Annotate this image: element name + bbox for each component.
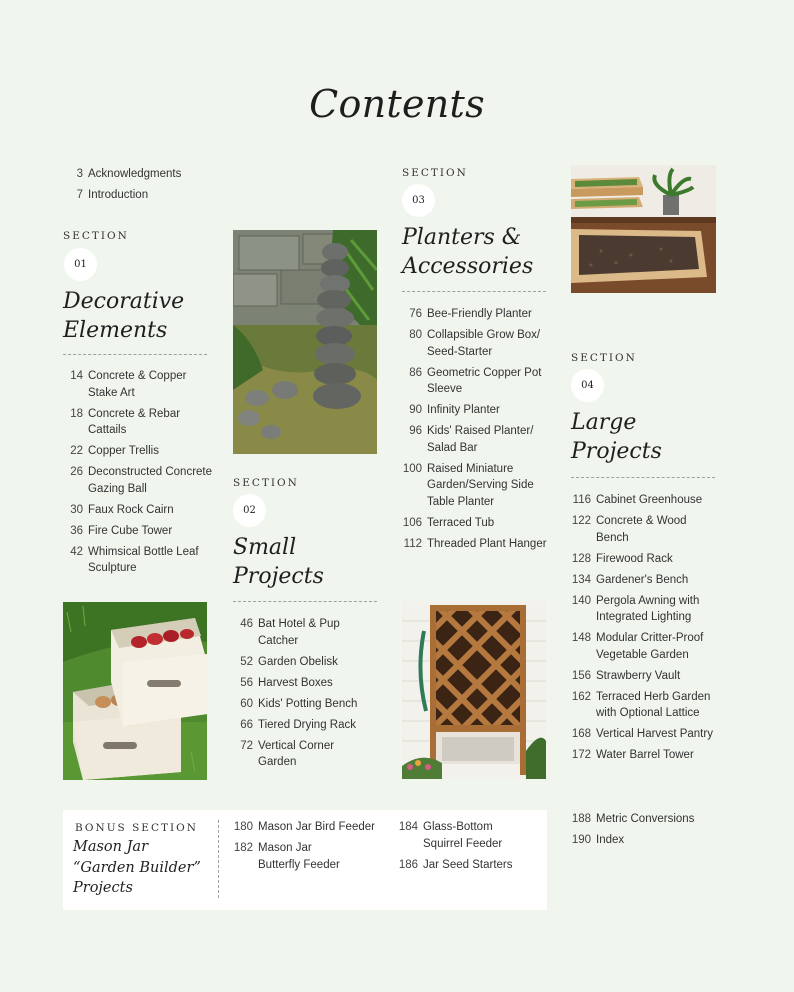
photo-drying-rack bbox=[571, 165, 716, 293]
page-number: 112 bbox=[403, 537, 422, 550]
section-03-divider bbox=[402, 291, 546, 292]
toc-entry[interactable] bbox=[63, 166, 213, 183]
toc-entry[interactable] bbox=[567, 551, 719, 568]
section-01-number-badge: 01 bbox=[64, 248, 97, 281]
section-01-label: SECTION bbox=[63, 230, 129, 242]
toc-entry[interactable] bbox=[233, 675, 383, 692]
page-number: 168 bbox=[571, 728, 591, 740]
toc-entry[interactable] bbox=[394, 819, 544, 852]
page-number: 184 bbox=[398, 821, 418, 833]
entry-label: Jar Seed Starters bbox=[423, 858, 513, 871]
page-number: 26 bbox=[70, 466, 83, 478]
section-title-line: Projects bbox=[571, 439, 662, 464]
toc-entry[interactable] bbox=[233, 738, 383, 771]
section-title-line: Elements bbox=[63, 318, 168, 343]
toc-entry[interactable] bbox=[567, 747, 719, 764]
entry-label: Bee-Friendly Planter bbox=[427, 308, 532, 320]
entry-label: Whimsical Bottle Leaf Sculpture bbox=[88, 545, 199, 574]
entry-label: Tiered Drying Rack bbox=[258, 718, 356, 731]
entry-label: Copper Trellis bbox=[88, 445, 159, 457]
toc-entry[interactable] bbox=[233, 717, 383, 734]
section-02-list bbox=[233, 616, 383, 775]
entry-label: Fire Cube Tower bbox=[88, 524, 173, 537]
section-04-number-badge: 04 bbox=[571, 369, 604, 402]
page-number: 52 bbox=[240, 655, 253, 668]
section-title-line: Small bbox=[233, 535, 297, 560]
toc-entry[interactable] bbox=[398, 423, 550, 456]
toc-entry[interactable] bbox=[567, 513, 719, 546]
page-number: 46 bbox=[240, 618, 253, 630]
entry-label: Concrete & Copper Stake Art bbox=[88, 370, 187, 399]
page-number: 56 bbox=[240, 676, 253, 689]
entry-label: Metric Conversions bbox=[596, 813, 695, 825]
toc-entry[interactable] bbox=[229, 840, 379, 873]
entry-label: Vertical Corner Garden bbox=[258, 739, 335, 768]
back-matter-list bbox=[567, 811, 719, 853]
entry-label: Introduction bbox=[88, 189, 149, 201]
entry-label: Modular Critter-Proof Vegetable Garden bbox=[596, 632, 704, 661]
toc-entry[interactable] bbox=[567, 492, 719, 509]
toc-entry[interactable] bbox=[63, 502, 213, 519]
toc-entry[interactable] bbox=[63, 187, 213, 204]
entry-label: Collapsible Grow Box/ Seed-Starter bbox=[427, 329, 541, 358]
page-number: 180 bbox=[233, 821, 253, 833]
entry-label: Harvest Boxes bbox=[258, 676, 333, 689]
page-number: 106 bbox=[402, 516, 422, 529]
section-title-line: Planters & bbox=[402, 225, 522, 250]
entry-label: Terraced Tub bbox=[427, 516, 495, 529]
toc-entry[interactable] bbox=[63, 544, 213, 577]
toc-entry[interactable] bbox=[567, 689, 719, 722]
entry-label: Kids' Raised Planter/ Salad Bar bbox=[427, 425, 534, 454]
toc-entry[interactable] bbox=[63, 368, 213, 401]
photo-lattice-vault bbox=[402, 601, 546, 779]
page-number: 86 bbox=[409, 366, 422, 379]
page-number: 66 bbox=[240, 718, 253, 731]
page-number: 116 bbox=[572, 494, 591, 506]
entry-label: Index bbox=[596, 834, 625, 846]
page-number: 188 bbox=[571, 813, 591, 825]
toc-entry[interactable] bbox=[233, 696, 383, 713]
toc-entry[interactable] bbox=[398, 306, 550, 323]
page-number: 156 bbox=[571, 669, 591, 682]
page-number: 7 bbox=[76, 189, 83, 201]
toc-entry[interactable] bbox=[63, 406, 213, 439]
section-title-line: Projects bbox=[233, 564, 324, 589]
front-matter-list bbox=[63, 166, 213, 208]
toc-entry[interactable] bbox=[567, 832, 719, 849]
toc-entry[interactable] bbox=[394, 857, 544, 874]
toc-entry[interactable] bbox=[63, 523, 213, 540]
bonus-section-label: BONUS SECTION bbox=[75, 822, 198, 834]
page-number: 3 bbox=[76, 168, 83, 180]
toc-entry[interactable] bbox=[233, 654, 383, 671]
bonus-title-line: “Garden Builder” bbox=[73, 859, 201, 876]
page-number: 162 bbox=[571, 690, 591, 703]
section-title-line: Accessories bbox=[402, 254, 534, 279]
entry-label: Strawberry Vault bbox=[596, 669, 681, 682]
bonus-title-line: Projects bbox=[73, 880, 133, 896]
page-number: 18 bbox=[70, 407, 83, 420]
toc-entry[interactable] bbox=[63, 464, 213, 497]
page-number: 36 bbox=[70, 524, 83, 537]
section-03-label: SECTION bbox=[402, 167, 468, 179]
toc-entry[interactable] bbox=[567, 593, 719, 626]
photo-harvest-boxes bbox=[63, 602, 207, 780]
entry-label: Concrete & Wood Bench bbox=[596, 515, 687, 544]
bonus-list-1 bbox=[229, 819, 379, 878]
entry-label: Garden Obelisk bbox=[258, 655, 338, 668]
toc-entry[interactable] bbox=[398, 365, 550, 398]
page-number: 140 bbox=[571, 594, 591, 607]
entry-label: Geometric Copper Pot Sleeve bbox=[427, 366, 542, 395]
entry-label: Gardener's Bench bbox=[596, 573, 689, 586]
entry-label: Terraced Herb Garden with Optional Lattice bbox=[596, 690, 711, 719]
page-number: 80 bbox=[409, 329, 422, 341]
section-02-title bbox=[233, 533, 324, 591]
section-03-title bbox=[402, 223, 533, 281]
section-04-label: SECTION bbox=[571, 352, 637, 364]
page-number: 134 bbox=[571, 573, 591, 586]
section-02-divider bbox=[233, 601, 377, 602]
page-number: 122 bbox=[571, 515, 591, 527]
entry-label: Raised Miniature Garden/Serving Side Table Planter bbox=[427, 462, 534, 508]
page-number: 30 bbox=[70, 503, 83, 516]
toc-entry[interactable] bbox=[233, 616, 383, 649]
page-number: 128 bbox=[571, 552, 591, 565]
section-title-line: Large bbox=[571, 410, 637, 435]
bonus-list-2 bbox=[394, 819, 544, 878]
section-03-list bbox=[398, 306, 550, 557]
toc-entry[interactable] bbox=[398, 515, 550, 532]
section-title-line: Decorative bbox=[63, 289, 185, 314]
page-number: 72 bbox=[240, 739, 253, 752]
toc-entry[interactable] bbox=[398, 402, 550, 419]
page-number: 22 bbox=[70, 445, 83, 457]
toc-entry[interactable] bbox=[567, 630, 719, 663]
entry-label: Kids' Potting Bench bbox=[258, 697, 358, 710]
toc-entry[interactable] bbox=[567, 811, 719, 828]
section-04-list bbox=[567, 492, 719, 768]
toc-entry[interactable] bbox=[398, 327, 550, 360]
page-number: 60 bbox=[240, 697, 253, 710]
page-number: 96 bbox=[409, 425, 422, 437]
entry-label: Cabinet Greenhouse bbox=[596, 494, 703, 506]
entry-label: Infinity Planter bbox=[427, 404, 500, 416]
page-number: 182 bbox=[233, 842, 253, 854]
toc-entry[interactable] bbox=[398, 536, 550, 553]
entry-label: Faux Rock Cairn bbox=[88, 503, 174, 516]
bonus-section-box bbox=[63, 810, 547, 910]
bonus-section-title bbox=[73, 837, 213, 899]
entry-label: Threaded Plant Hanger bbox=[427, 537, 547, 550]
section-04-title bbox=[571, 408, 662, 466]
photo-rock-cairn bbox=[233, 230, 377, 454]
entry-label: Bat Hotel & Pup Catcher bbox=[258, 618, 340, 647]
entry-label: Glass-Bottom Squirrel Feeder bbox=[423, 821, 503, 850]
section-02-number-badge: 02 bbox=[233, 494, 266, 527]
section-03-number-badge: 03 bbox=[402, 184, 435, 217]
entry-label: Water Barrel Tower bbox=[596, 749, 694, 761]
toc-entry[interactable] bbox=[398, 461, 550, 511]
entry-label: Mason Jar Butterfly Feeder bbox=[258, 842, 340, 871]
page-number: 190 bbox=[571, 834, 591, 846]
entry-label: Firewood Rack bbox=[596, 552, 673, 565]
entry-label: Pergola Awning with Integrated Lighting bbox=[596, 594, 700, 623]
section-01-list bbox=[63, 368, 213, 581]
bonus-title-line: Mason Jar bbox=[73, 839, 148, 855]
page-number: 100 bbox=[402, 462, 422, 475]
toc-entry[interactable] bbox=[229, 819, 379, 836]
page-number: 42 bbox=[70, 545, 83, 558]
section-04-divider bbox=[571, 477, 715, 478]
page-number: 172 bbox=[571, 749, 591, 761]
entry-label: Mason Jar Bird Feeder bbox=[258, 821, 375, 833]
page-number: 76 bbox=[409, 308, 422, 320]
entry-label: Concrete & Rebar Cattails bbox=[88, 407, 181, 436]
bonus-divider bbox=[218, 820, 219, 898]
toc-entry[interactable] bbox=[63, 443, 213, 460]
toc-entry[interactable] bbox=[567, 726, 719, 743]
page-number: 148 bbox=[571, 632, 591, 644]
toc-entry[interactable] bbox=[567, 668, 719, 685]
entry-label: Vertical Harvest Pantry bbox=[596, 728, 713, 740]
entry-label: Acknowledgments bbox=[88, 168, 182, 180]
page-number: 186 bbox=[398, 858, 418, 871]
entry-label: Deconstructed Concrete Gazing Ball bbox=[88, 466, 213, 495]
section-01-title bbox=[63, 287, 184, 345]
section-02-label: SECTION bbox=[233, 477, 299, 489]
section-01-divider bbox=[63, 354, 207, 355]
page-title: Contents bbox=[309, 82, 485, 126]
page-number: 90 bbox=[409, 404, 422, 416]
toc-entry[interactable] bbox=[567, 572, 719, 589]
page-number: 14 bbox=[70, 370, 83, 382]
